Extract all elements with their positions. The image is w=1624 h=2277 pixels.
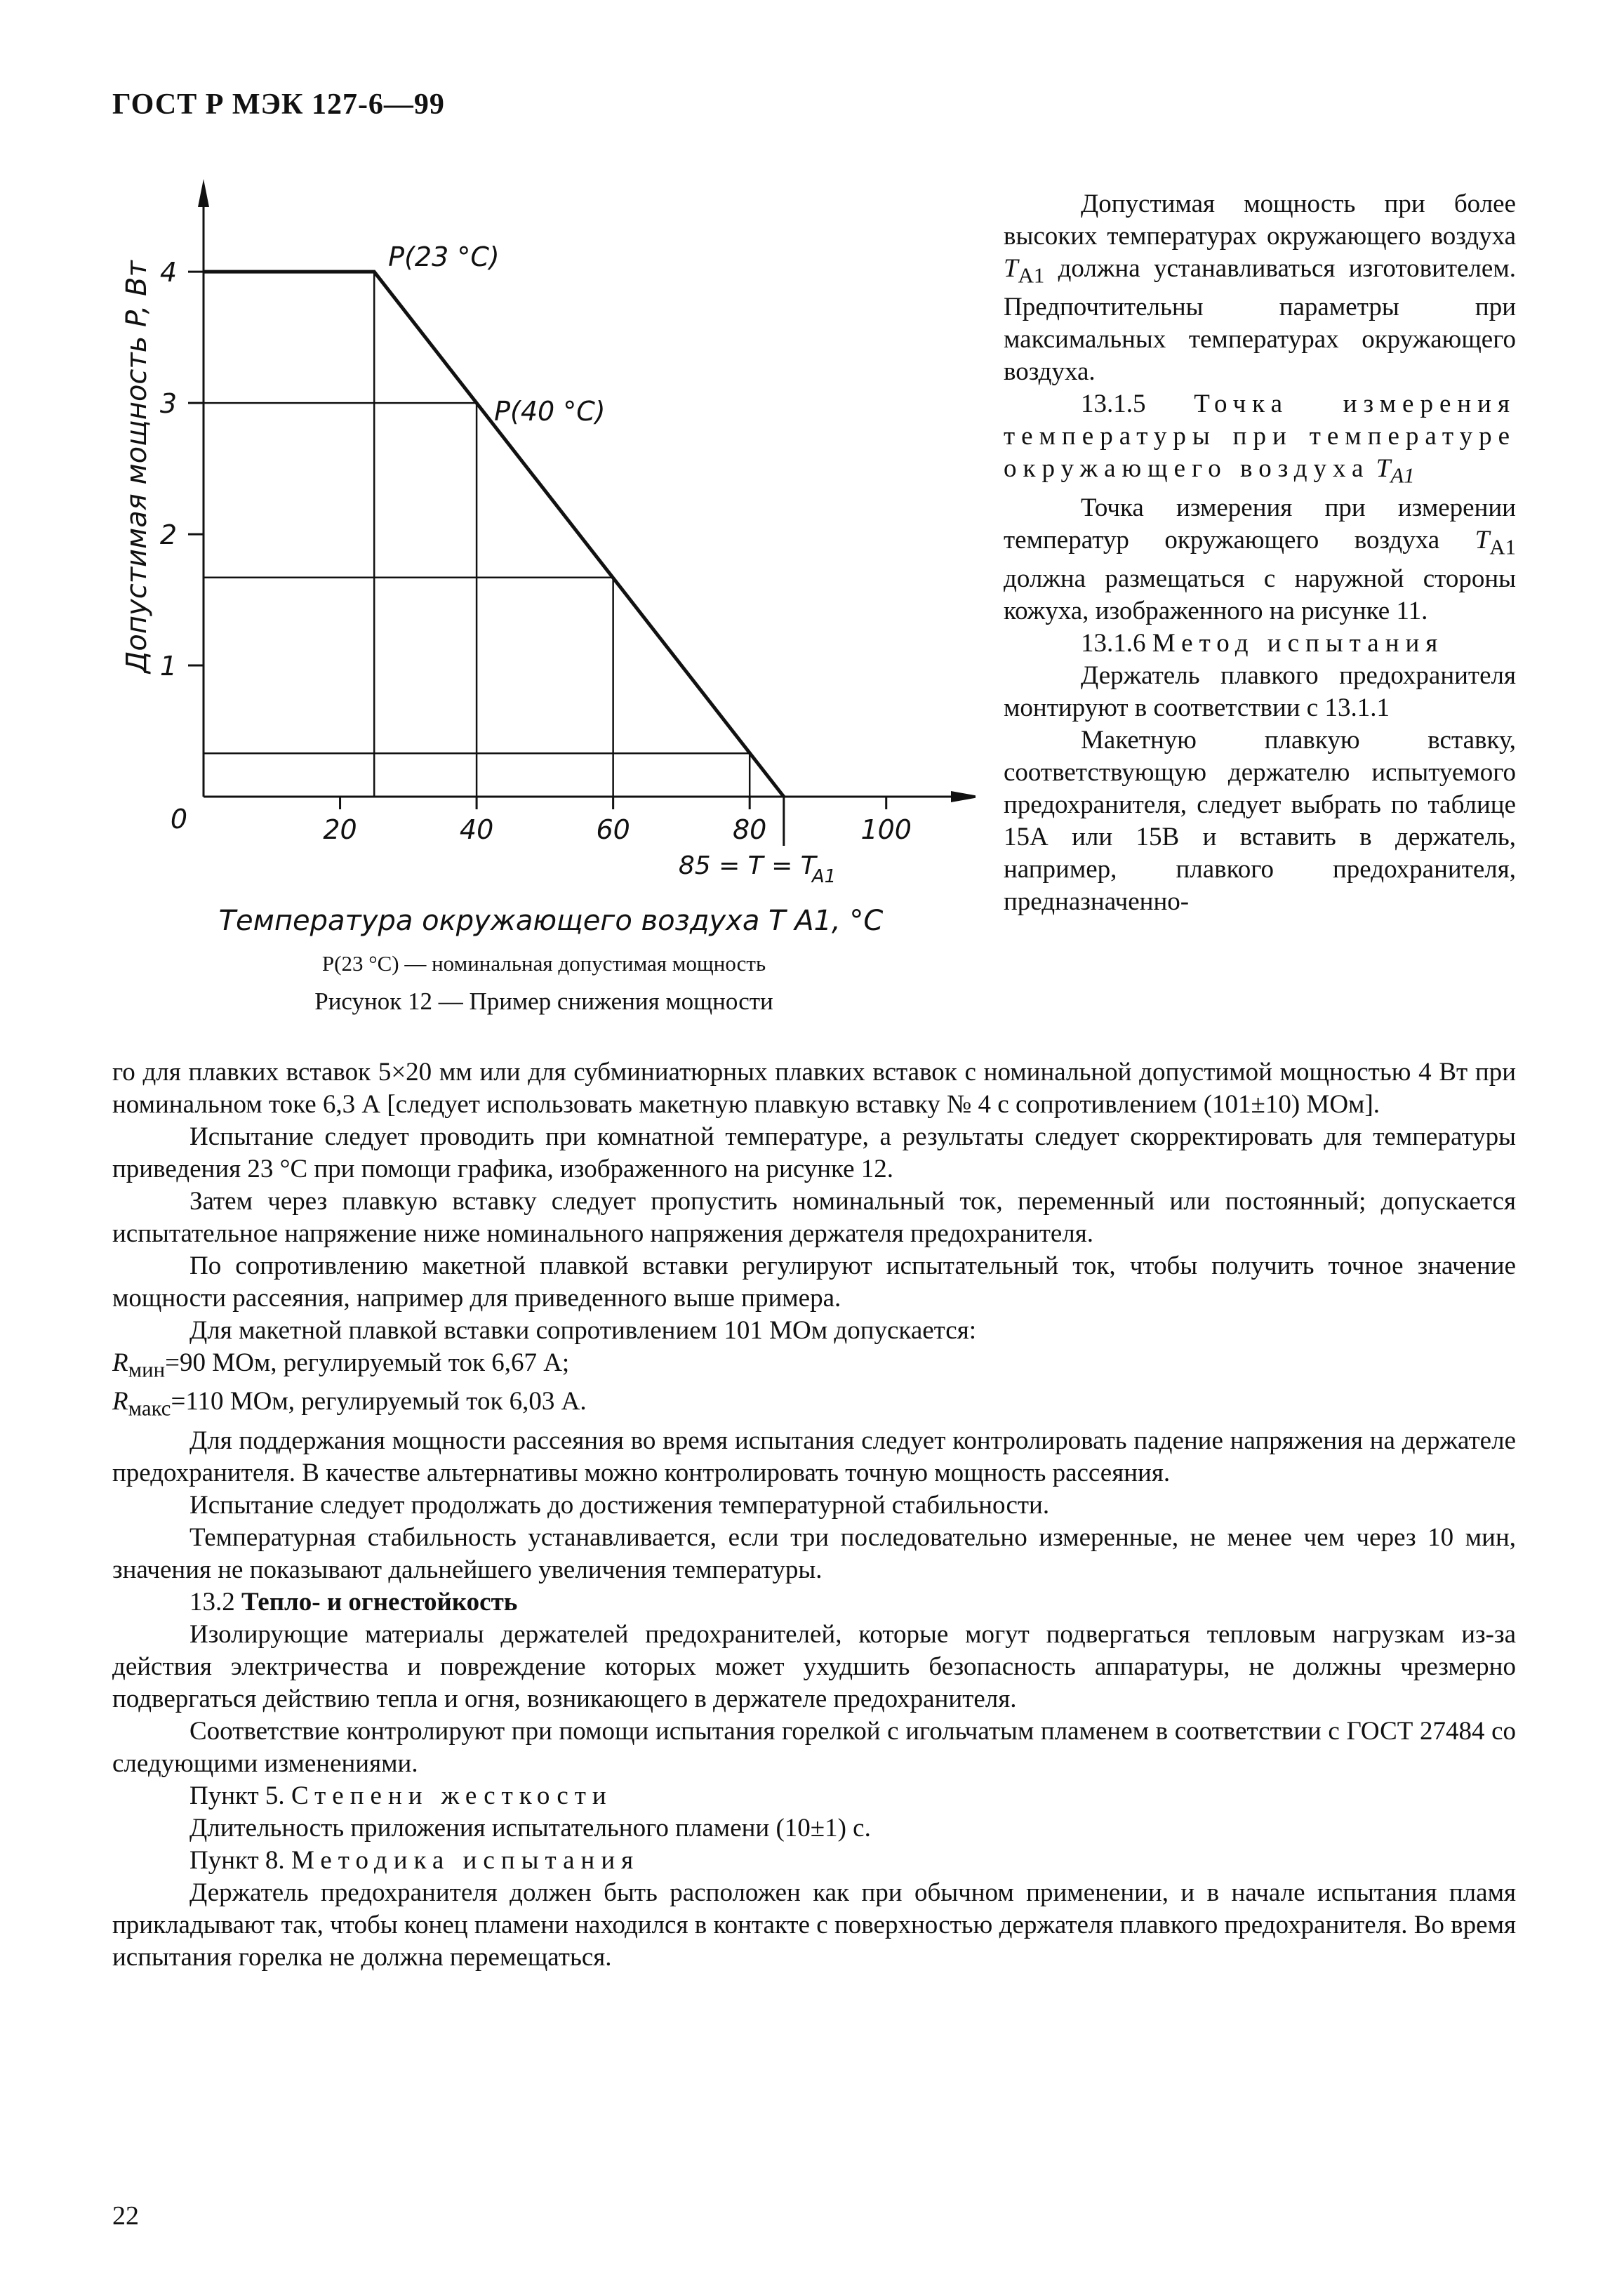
x-axis-label: Температура окружающего воздуха T A1, °C bbox=[218, 905, 884, 937]
x-axis-arrow bbox=[951, 791, 976, 802]
y-tick-label: 3 bbox=[159, 388, 178, 420]
x-tick-label: 100 bbox=[860, 814, 912, 845]
section-13-1-5-heading: 13.1.5 Точка измерения температуры при температуре окружающего воздуха $T_{A1}$ bbox=[1004, 390, 1516, 488]
clause-8-heading: Пункт 8. Методика испытания bbox=[189, 1845, 640, 1875]
x-tick-label: 80 bbox=[733, 814, 767, 845]
y-tick-label: 2 bbox=[159, 519, 178, 551]
paragraph-test-procedure: Держатель предохранителя должен быть расположен как при обычном применении, и в начале испытания пламя прикладывают так, чтобы конец пламени находился в контакте с поверхностью держателя плавкого предохранителя. Во время испытания горелка не должна перемещаться. bbox=[112, 1878, 1516, 1972]
paragraph-insulating-materials: Изолирующие материалы держателей предохранителей, которые могут подвергаться тепловым нагрузкам из-за действия электричества и повреждение которых может ухудшить безопасность аппаратуры, не должны чрезмерно подвергаться действию тепла и огня, возникающего в держателе предохранителя. bbox=[112, 1619, 1516, 1713]
derating-line bbox=[204, 272, 784, 797]
paragraph-holder-mounting: Держатель плавкого предохранителя монтируют в соответствии с 13.1.1 bbox=[1004, 661, 1516, 723]
figure-caption: Рисунок 12 — Пример снижения мощности bbox=[314, 988, 773, 1015]
p23-label: P(23 °C) bbox=[388, 241, 500, 273]
ta1-label: 85 = T = T bbox=[678, 851, 816, 880]
paragraph-voltage-drop: Для поддержания мощности рассеяния во время испытания следует контролировать падение напряжения на держателе предохранителя. В качестве альтернативы можно контролировать точную мощность рассеяния. bbox=[112, 1426, 1516, 1487]
paragraph-rated-current: Затем через плавкую вставку следует пропустить номинальный ток, переменный или постоянный; допускается испытательное напряжение ниже номинального напряжения держателя предохранителя. bbox=[112, 1187, 1516, 1248]
y-tick-label: 1 bbox=[159, 651, 178, 682]
paragraph-dummy-fuse: Макетную плавкую вставку, соответствующую держателю испытуемого предохранителя, следует выбрать по таблице 15А или 15В и вставить в держатель, например, плавкого предохранителя, предназначенно- bbox=[1004, 726, 1516, 917]
section-13-2-heading: 13.2 Тепло- и огнестойкость bbox=[189, 1587, 518, 1617]
clause-5-heading: Пункт 5. Степени жесткости bbox=[189, 1781, 613, 1810]
figure-legend: P(23 °C) — номинальная допустимая мощность bbox=[321, 951, 766, 976]
paragraph-measurement-point: Точка измерения при измерении температур окружающего воздуха $T_{A1}$ должна размещаться с наружной стороны кожуха, изображенного на рисунке 11. bbox=[1004, 493, 1516, 626]
document-header: ГОСТ Р МЭК 127-6—99 bbox=[112, 88, 445, 121]
paragraph-stability: Испытание следует продолжать до достижения температурной стабильности. bbox=[189, 1490, 1050, 1520]
y-tick-label: 4 bbox=[159, 257, 178, 288]
paragraph-room-temp: Испытание следует проводить при комнатной температуре, а результаты следует скорректировать для температуры приведения 23 °С при помощи графика, изображенного на рисунке 12. bbox=[112, 1122, 1516, 1183]
r-max-line: $R_{макс}=110$ МОм, регулируемый ток 6,03 А. bbox=[112, 1387, 587, 1421]
paragraph-resistance: Для макетной плавкой вставки сопротивлением 101 МОм допускается: bbox=[189, 1316, 977, 1345]
x-tick-label: 40 bbox=[459, 814, 494, 845]
paragraph-stability-criterion: Температурная стабильность устанавливается, если три последовательно измеренные, не менее чем через 10 мин, значения не показывают дальнейшего увеличения температуры. bbox=[112, 1522, 1516, 1584]
figure-12 bbox=[112, 179, 976, 1035]
x-tick-label: 60 bbox=[596, 814, 630, 845]
origin-label: 0 bbox=[170, 804, 188, 835]
y-axis-arrow bbox=[198, 179, 209, 207]
y-axis-label: Допустимая мощность P, Вт bbox=[121, 260, 153, 673]
paragraph-power-high-temp: Допустимая мощность при более высоких температурах окружающего воздуха $T_{A1}$ должна устанавливаться изготовителем. Предпочтительны параметры при максимальных температурах окружающего воздуха. bbox=[1004, 190, 1517, 387]
page-number: 22 bbox=[112, 2201, 139, 2231]
main-body-text bbox=[112, 1056, 1516, 1974]
derating-chart bbox=[112, 179, 976, 944]
r-min-line: $R_{мин}=90$ МОм, регулируемый ток 6,67 А; bbox=[112, 1348, 570, 1382]
ta1-label-sub: A1 bbox=[811, 866, 837, 887]
paragraph-flame-duration: Длительность приложения испытательного пламени (10±1) с. bbox=[189, 1813, 871, 1843]
paragraph-continuation: го для плавких вставок 5×20 мм или для субминиатюрных плавких вставок с номинальной допустимой мощностью 4 Вт при номинальном токе 6,3 А [следует использовать макетную плавкую вставку № 4 с сопротивлением (101±10) МОм]. bbox=[112, 1058, 1516, 1119]
x-tick-label: 20 bbox=[323, 814, 357, 845]
right-column-text bbox=[1004, 188, 1516, 918]
paragraph-needle-flame: Соответствие контролируют при помощи испытания горелкой с игольчатым пламенем в соответствии с ГОСТ 27484 со следующими изменениями. bbox=[112, 1716, 1516, 1778]
p40-label: P(40 °C) bbox=[494, 396, 606, 427]
section-13-1-6-heading: 13.1.6 Метод испытания bbox=[1081, 629, 1444, 658]
paragraph-test-current: По сопротивлению макетной плавкой вставки регулируют испытательный ток, чтобы получить точное значение мощности рассеяния, например для приведенного выше примера. bbox=[112, 1252, 1516, 1313]
